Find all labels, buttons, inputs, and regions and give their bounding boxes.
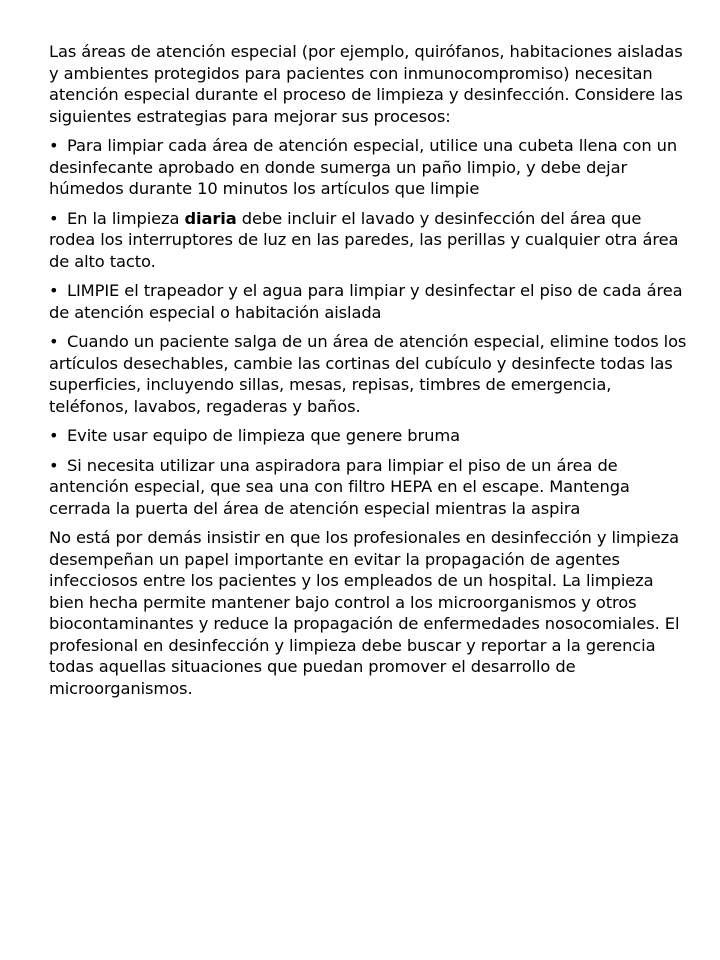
bullet-item-5 — [49, 425, 689, 447]
bullet-icon: • — [49, 281, 59, 300]
bullet-text-before: En la limpieza — [67, 208, 185, 228]
bullet-icon: • — [49, 455, 59, 475]
bullet-text: Evite usar equipo de limpieza que genere bruma — [67, 426, 460, 445]
conclusion-paragraph: No está por demás insistir en que los profesionales en desinfección y limpieza desempeñan un papel importante en evitar la propagación de agentes infecciosos entre los pacientes y los empleados de un hospital. La limpieza bien hecha permite mantener bajo control a los microorganismos y otros biocontaminantes y reduce la propagación de enfermedades nosocomiales. El profesional en desinfección y limpieza debe buscar y reportar a la gerencia todas aquellas situaciones que puedan promover el desarrollo de microorganismos. — [49, 528, 680, 698]
bullet-icon: • — [49, 208, 59, 228]
bullet-text: Si necesita utilizar una aspiradora para limpiar el piso de un área de antención especial, que sea una con filtro HEPA en el escape. Mantenga cerrada la puerta del área de atención especial mientras la aspira — [49, 455, 630, 518]
bullet-icon: • — [49, 136, 59, 155]
intro-paragraph: Las áreas de atención especial (por ejemplo, quirófanos, habitaciones aisladas y ambientes protegidos para pacientes con inmunocompromiso) necesitan atención especial durante el proceso de limpieza y desinfección. Considere las siguientes estrategias para mejorar sus procesos: — [49, 42, 683, 126]
bullet-item-1 — [49, 135, 689, 200]
bullet-item-2 — [49, 208, 689, 273]
bullet-text-bold: diaria — [184, 208, 237, 228]
bullet-text: LIMPIE el trapeador y el agua para limpiar y desinfectar el piso de cada área de atención especial o habitación aislada — [49, 281, 683, 322]
bullet-icon: • — [49, 426, 59, 445]
document-page — [49, 41, 689, 707]
bullet-text: Cuando un paciente salga de un área de atención especial, elimine todos los artículos desechables, cambie las cortinas del cubículo y desinfecte todas las superficies, incluyendo sillas, mesas, repisas, timbres de emergencia, teléfonos, lavabos, regaderas y baños. — [49, 332, 687, 416]
bullet-text-after: debe incluir el lavado y desinfección del área que rodea los interruptores de luz en las paredes, las perillas y cualquier otra área de alto tacto. — [49, 208, 679, 271]
bullet-item-3 — [49, 280, 689, 323]
bullet-item-4 — [49, 331, 689, 417]
bullet-text: Para limpiar cada área de atención especial, utilice una cubeta llena con un desinfecante aprobado en donde sumerga un paño limpio, y debe dejar húmedos durante 10 minutos los artículos que limpie — [49, 136, 678, 198]
bullet-item-6 — [49, 455, 689, 520]
bullet-icon: • — [49, 332, 59, 351]
